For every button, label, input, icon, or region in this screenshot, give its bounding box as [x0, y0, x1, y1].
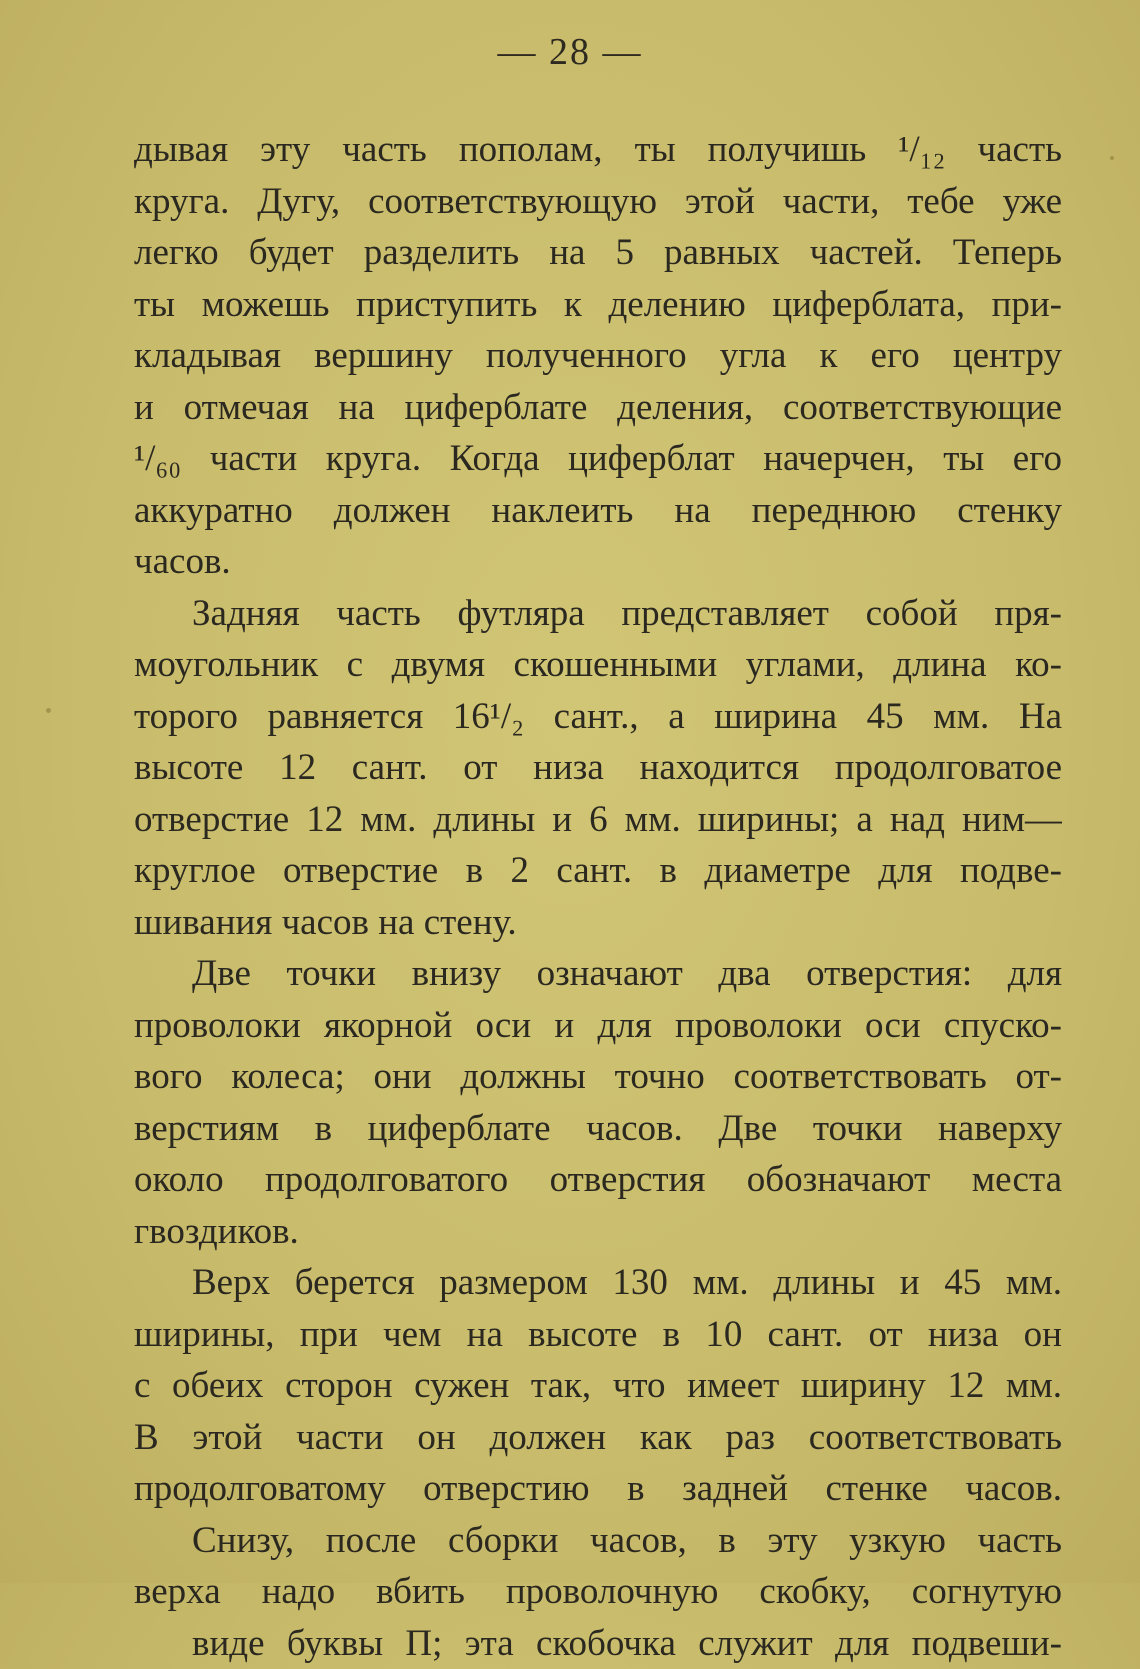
text-line: верха надо вбить проволочную скобку, согнутую — [134, 1566, 1062, 1618]
text-line: верстиям в циферблате часов. Две точки наверху — [134, 1103, 1062, 1155]
text-line: и отмечая на циферблате деления, соответствующие — [134, 382, 1062, 434]
text-line: Верх берется размером 130 мм. длины и 45 мм. — [134, 1257, 1062, 1309]
text-line: вого колеса; они должны точно соответствовать от- — [134, 1051, 1062, 1103]
text-line: кладывая вершину полученного угла к его центру — [134, 330, 1062, 382]
text-line: часов. — [134, 536, 1062, 588]
text-line: торого равняется 16¹/₂ сант., а ширина 45 мм. На — [134, 691, 1062, 743]
text-line: Снизу, после сборки часов, в эту узкую часть — [134, 1515, 1062, 1567]
text-line: В этой части он должен как раз соответствовать — [134, 1412, 1062, 1464]
text-line: Задняя часть футляра представляет собой пря- — [134, 588, 1062, 640]
text-line: отверстие 12 мм. длины и 6 мм. ширины; а над ним— — [134, 794, 1062, 846]
text-line: аккуратно должен наклеить на переднюю стенку — [134, 485, 1062, 537]
text-line: ты можешь приступить к делению циферблата, при- — [134, 279, 1062, 331]
text-line: около продолговатого отверстия обозначают места — [134, 1154, 1062, 1206]
paper-speck — [46, 708, 51, 713]
text-line: продолговатому отверстию в задней стенке часов. — [134, 1463, 1062, 1515]
text-line: легко будет разделить на 5 равных частей. Теперь — [134, 227, 1062, 279]
text-line: гвоздиков. — [134, 1206, 1062, 1258]
text-line: с обеих сторон сужен так, что имеет ширину 12 мм. — [134, 1360, 1062, 1412]
text-line: проволоки якорной оси и для проволоки оси спуско- — [134, 1000, 1062, 1052]
page-number: — 28 — — [0, 30, 1140, 74]
text-line: дывая эту часть пополам, ты получишь ¹/₁₂ часть — [134, 124, 1062, 176]
text-line: ¹/₆₀ части круга. Когда циферблат начерчен, ты его — [134, 433, 1062, 485]
body-text — [134, 124, 1062, 1669]
text-line: виде буквы П; эта скобочка служит для подвеши- — [134, 1618, 1062, 1669]
text-line: моугольник с двумя скошенными углами, длина ко- — [134, 639, 1062, 691]
text-line: высоте 12 сант. от низа находится продолговатое — [134, 742, 1062, 794]
text-line: ширины, при чем на высоте в 10 сант. от низа он — [134, 1309, 1062, 1361]
paper-speck — [1110, 156, 1114, 160]
text-line: шивания часов на стену. — [134, 897, 1062, 949]
text-line: круглое отверстие в 2 сант. в диаметре для подве- — [134, 845, 1062, 897]
text-line: круга. Дугу, соответствующую этой части, тебе уже — [134, 176, 1062, 228]
text-line: Две точки внизу означают два отверстия: для — [134, 948, 1062, 1000]
